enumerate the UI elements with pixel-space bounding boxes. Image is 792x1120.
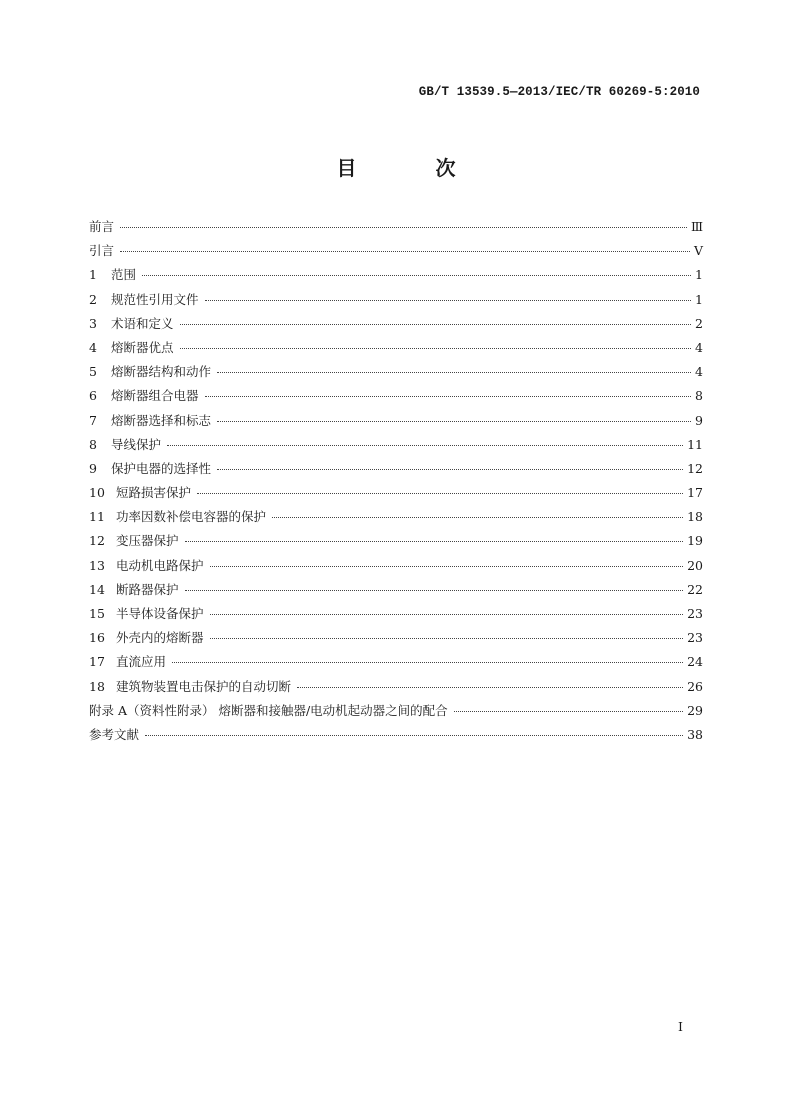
toc-entry-label <box>89 554 204 578</box>
toc-entry-number: 12 <box>89 533 105 549</box>
toc-page-number: 23 <box>687 606 703 621</box>
footer-page-number: I <box>678 1019 683 1034</box>
toc-leader-dots <box>185 590 684 591</box>
toc-page-number: 11 <box>687 436 703 452</box>
toc-leader-dots <box>180 348 691 349</box>
toc-entry-label <box>89 239 114 263</box>
toc-entry-text: 引言 <box>89 243 115 259</box>
toc-entry-label <box>89 433 161 457</box>
toc-page-number: Ⅲ <box>690 219 703 234</box>
toc-entry-11[interactable] <box>89 505 703 529</box>
toc-entry-text: 参考文献 <box>89 726 140 742</box>
toc-entry-number: 14 <box>89 581 105 597</box>
toc-page-number: 12 <box>687 460 703 476</box>
toc-leader-dots <box>145 735 683 736</box>
toc-leader-dots <box>217 469 683 470</box>
toc-leader-dots <box>205 300 691 301</box>
toc-entry-label <box>89 481 191 505</box>
toc-page-number: 38 <box>687 726 703 742</box>
toc-entry-number: 16 <box>89 630 105 646</box>
toc-entry-14[interactable] <box>89 578 703 602</box>
toc-entry-text: 半导体设备保护 <box>116 606 204 621</box>
toc-entry-text: 变压器保护 <box>116 533 179 549</box>
toc-entry-number: 13 <box>89 557 105 573</box>
toc-entry-text: 外壳内的熔断器 <box>116 630 204 646</box>
toc-page-number: 20 <box>687 557 703 573</box>
toc-leader-dots <box>120 251 690 252</box>
toc-entry-15[interactable] <box>89 602 703 626</box>
toc-entry-number: 7 <box>89 412 97 428</box>
toc-entry-text: 熔断器优点 <box>111 339 174 355</box>
toc-entry-number: 2 <box>89 291 97 307</box>
toc-entry-text: 短路损害保护 <box>116 485 192 501</box>
toc-entry-3[interactable] <box>89 312 703 336</box>
toc-entry-label <box>89 288 199 312</box>
toc-leader-dots <box>120 227 687 228</box>
toc-entry-text: 前言 <box>89 219 115 234</box>
toc-entry-2[interactable] <box>89 288 703 312</box>
toc-entry-text: 规范性引用文件 <box>111 291 199 307</box>
toc-entry-5[interactable] <box>89 360 703 384</box>
toc-entry-label <box>89 263 136 287</box>
toc-leader-dots <box>210 638 684 639</box>
toc-entry-10[interactable] <box>89 481 703 505</box>
toc-leader-dots <box>454 711 683 712</box>
toc-entry-number: 18 <box>89 678 105 694</box>
toc-page-number: 23 <box>687 630 703 646</box>
toc-leader-dots <box>172 662 683 663</box>
toc-page-number: 9 <box>695 412 703 428</box>
toc-page-number: 29 <box>687 702 703 718</box>
toc-page-number: 1 <box>695 267 703 283</box>
toc-leader-dots <box>185 541 684 542</box>
toc-title: 目 次 <box>336 156 492 180</box>
toc-entry-number: 6 <box>89 388 97 404</box>
toc-entry-9[interactable] <box>89 457 703 481</box>
toc-entry-label <box>89 360 211 384</box>
toc-entry-text: 导线保护 <box>111 436 162 452</box>
toc-page-number: 8 <box>695 388 703 404</box>
toc-entry-number: 17 <box>89 654 105 670</box>
toc-entry-number: 10 <box>89 485 105 501</box>
toc-leader-dots <box>210 566 684 567</box>
toc-entry-7[interactable] <box>89 409 703 433</box>
toc-entry-text: 断路器保护 <box>116 581 179 597</box>
toc-entry-18[interactable] <box>89 675 703 699</box>
toc-entry-6[interactable] <box>89 384 703 408</box>
toc-entry-number: 5 <box>89 364 97 380</box>
toc-entry-label <box>89 723 139 747</box>
toc-entry-17[interactable] <box>89 650 703 674</box>
toc-entry-number: 4 <box>89 339 97 355</box>
toc-entry-number: 15 <box>89 606 105 621</box>
toc-page-number: 1 <box>695 291 703 307</box>
toc-leader-dots <box>142 275 691 276</box>
toc-page-number: 26 <box>687 678 703 694</box>
toc-entry-text: 直流应用 <box>116 654 167 670</box>
toc-entry-number: 1 <box>89 267 97 283</box>
toc-entry-text: 熔断器结构和动作 <box>111 364 212 380</box>
standard-code-header: GB/T 13539.5—2013/IEC/TR 60269-5:2010 <box>418 85 700 99</box>
toc-page-number: 24 <box>687 654 703 670</box>
toc-entry-label <box>89 626 204 650</box>
toc-entry-label <box>89 336 174 360</box>
toc-entry-label <box>89 215 114 239</box>
toc-entry-number: 11 <box>89 509 105 525</box>
toc-entry-13[interactable] <box>89 554 703 578</box>
toc-entry-label <box>89 650 166 674</box>
toc-page-number: 2 <box>695 315 703 331</box>
toc-entry-label <box>89 529 179 553</box>
toc-page-number: 4 <box>695 339 703 355</box>
toc-entry-number: 3 <box>89 315 97 331</box>
toc-entry-text: 熔断器选择和标志 <box>111 412 212 428</box>
toc-entry-label <box>89 602 204 626</box>
toc-page-number: 18 <box>687 509 703 525</box>
toc-page-number: 22 <box>687 581 703 597</box>
toc-entry-text: 电动机电路保护 <box>116 557 204 573</box>
toc-leader-dots <box>197 493 683 494</box>
toc-page-number: Ⅴ <box>693 243 703 259</box>
toc-entry-bibliography[interactable] <box>89 723 703 747</box>
toc-entry-label <box>89 505 266 529</box>
toc-entry-label <box>89 578 179 602</box>
toc-leader-dots <box>217 372 691 373</box>
toc-leader-dots <box>205 396 691 397</box>
toc-entry-text: 建筑物装置电击保护的自动切断 <box>116 678 292 694</box>
toc-entry-text: 附录 A（资料性附录） 熔断器和接触器/电动机起动器之间的配合 <box>89 702 448 718</box>
toc-entry-text: 功率因数补偿电容器的保护 <box>116 509 267 525</box>
toc-entry-4[interactable] <box>89 336 703 360</box>
table-of-contents <box>89 215 703 747</box>
toc-entry-number: 8 <box>89 436 97 452</box>
toc-entry-annex-a[interactable] <box>89 699 703 723</box>
toc-leader-dots <box>180 324 691 325</box>
toc-entry-label <box>89 384 199 408</box>
toc-entry-foreword[interactable] <box>89 215 703 239</box>
toc-page-number: 19 <box>687 533 703 549</box>
toc-entry-label <box>89 409 211 433</box>
toc-entry-8[interactable] <box>89 433 703 457</box>
toc-entry-16[interactable] <box>89 626 703 650</box>
toc-leader-dots <box>167 445 683 446</box>
toc-leader-dots <box>217 421 691 422</box>
toc-entry-label <box>89 457 211 481</box>
toc-leader-dots <box>272 517 683 518</box>
toc-leader-dots <box>297 687 683 688</box>
toc-entry-label <box>89 675 291 699</box>
toc-entry-text: 熔断器组合电器 <box>111 388 199 404</box>
toc-entry-1[interactable] <box>89 263 703 287</box>
toc-entry-label <box>89 699 448 723</box>
toc-page-number: 4 <box>695 364 703 380</box>
toc-entry-text: 术语和定义 <box>111 315 174 331</box>
toc-leader-dots <box>210 614 684 615</box>
toc-entry-text: 保护电器的选择性 <box>111 460 212 476</box>
toc-page-number: 17 <box>687 485 703 501</box>
toc-entry-number: 9 <box>89 460 97 476</box>
toc-entry-text: 范围 <box>111 267 137 283</box>
toc-entry-12[interactable] <box>89 529 703 553</box>
toc-entry-label <box>89 312 174 336</box>
toc-entry-introduction[interactable] <box>89 239 703 263</box>
